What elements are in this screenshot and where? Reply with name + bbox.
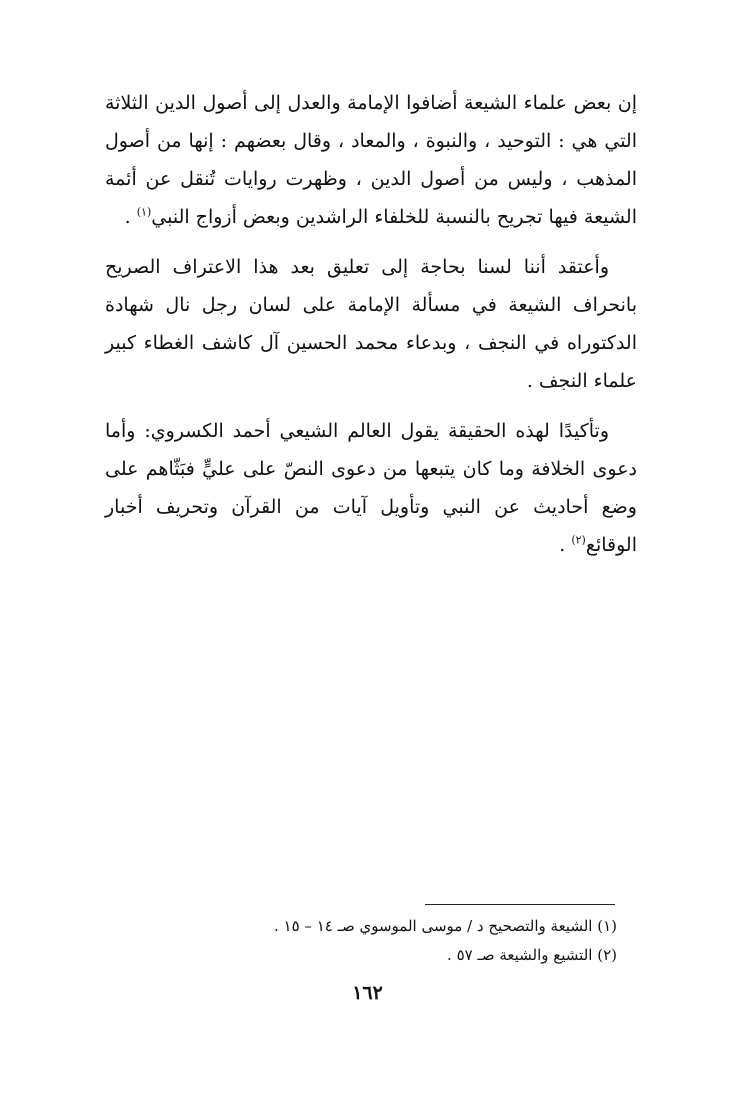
- footnote-ref-2: (٢): [571, 533, 586, 547]
- paragraph-3: [105, 412, 637, 564]
- paragraph-1-tail: .: [124, 206, 137, 228]
- footnote-ref-1: (١): [136, 205, 152, 219]
- paragraph-2: [105, 248, 637, 400]
- footnotes: [97, 912, 617, 970]
- paragraph-1: [105, 84, 637, 236]
- paragraph-3-text: وتأكيدًا لهذه الحقيقة يقول العالم الشيعي أحمد الكسروي: وأما دعوى الخلافة وما كان يتبعها من دعوى النصّ على عليٍّ فبَثّاهم على وضع أحاديث عن النبي وتأويل آيات من القرآن وتحريف أخبار الوقائع: [105, 420, 637, 556]
- paragraph-3-tail: .: [559, 534, 572, 556]
- footnote-1: (١) الشيعة والتصحيح د / موسى الموسوي صـ ١٤ – ١٥ .: [273, 917, 617, 935]
- paragraph-1-text: إن بعض علماء الشيعة أضافوا الإمامة والعدل إلى أصول الدين الثلاثة التي هي : التوحيد ، والنبوة ، والمعاد ، وقال بعضهم : إنها من أصول المذهب ، وليس من أصول الدين ، وظهرت روايات تُنقل عن أئمة الشيعة فيها تجريح بالنسبة للخلفاء الراشدين وبعض أزواج النبي: [105, 92, 637, 228]
- footnote-divider: [425, 904, 615, 905]
- paragraph-2-text: وأعتقد أننا لسنا بحاجة إلى تعليق بعد هذا الاعتراف الصريح بانحراف الشيعة في مسألة الإمامة على لسان رجل نال شهادة الدكتوراه في النجف ، وبدعاء محمد الحسين آل كاشف الغطاء كبير علماء النجف .: [105, 256, 637, 392]
- page-number: ١٦٢: [352, 982, 383, 1004]
- main-text: [105, 84, 637, 576]
- footnote-2: (٢) التشيع والشيعة صـ ٥٧ .: [447, 946, 617, 964]
